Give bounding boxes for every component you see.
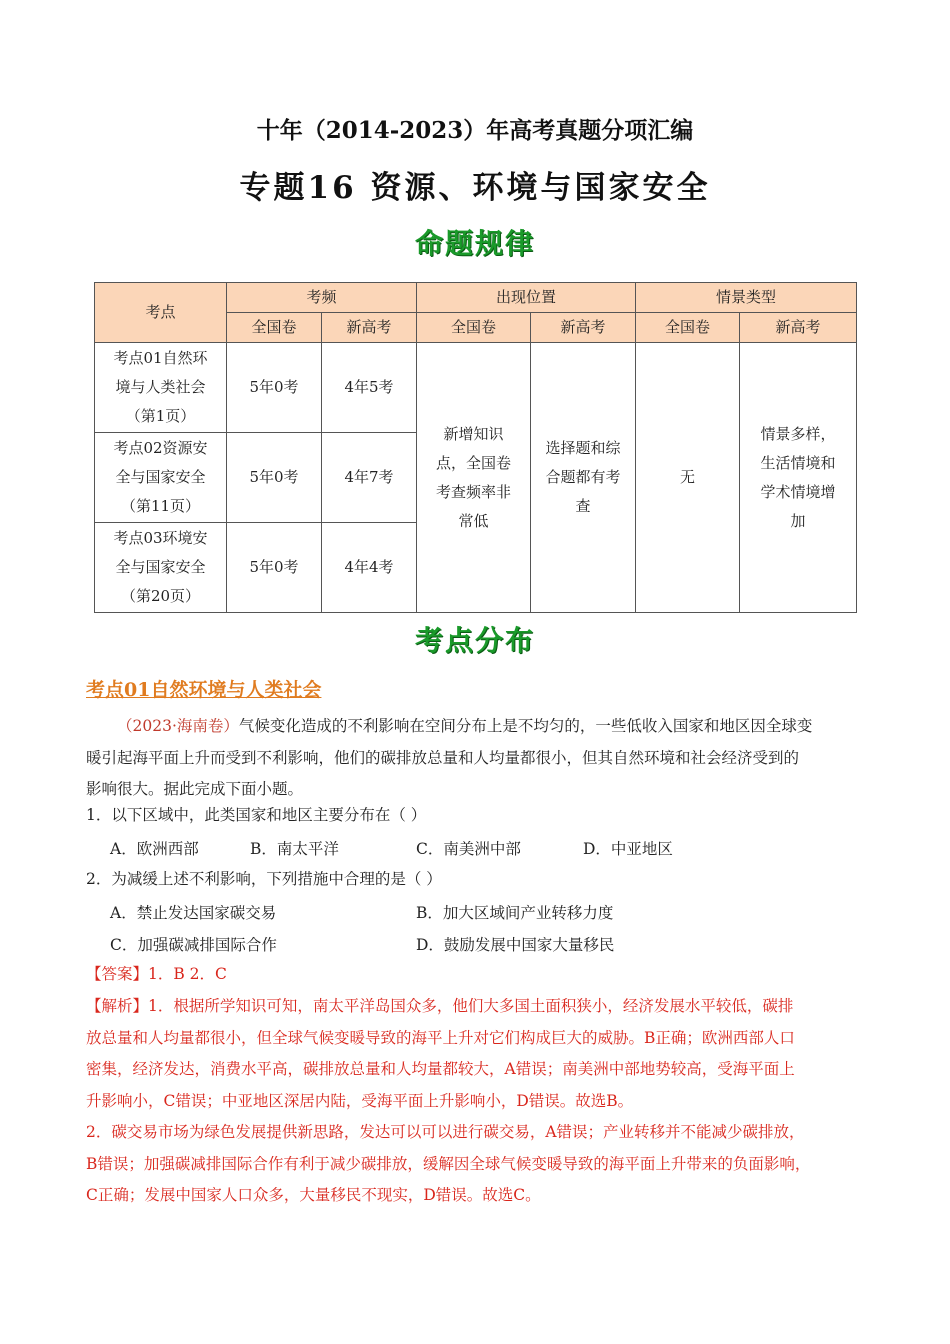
analysis-line: 升影响小，C错误；中亚地区深居内陆，受海平面上升影响小，D错误。故选B。: [86, 1091, 634, 1110]
cell-line: （第20页）: [120, 587, 201, 605]
stem-line: [86, 711, 866, 743]
summary-table: [94, 282, 857, 613]
cell-line: 选择题和综: [545, 439, 621, 457]
position-national-cell: [417, 343, 531, 613]
answer-line: 【答案】1．B 2．C: [86, 965, 227, 983]
cell-line: 考点01自然环: [113, 349, 208, 367]
analysis-line: B错误；加强碳减排国际合作有利于减少碳排放，缓解因全球气候变暖导致的海平面上升带来的负面影响，: [86, 1154, 811, 1173]
cell-line: 境与人类社会: [115, 378, 206, 396]
cell-line: 考点03环境安: [113, 529, 208, 547]
subheader-cell: 全国卷: [227, 313, 322, 343]
analysis-block: [86, 991, 866, 1212]
table-header-row: [95, 283, 857, 313]
q1-option-c: C．南美洲中部: [416, 840, 521, 858]
cell-line: 生活情境和: [760, 453, 836, 472]
cell-line: （第11页）: [120, 497, 201, 515]
cell-line: 学术情境增: [760, 482, 836, 501]
q2-option-a: A．禁止发达国家碳交易: [110, 904, 277, 922]
cell-line: 合题都有考: [545, 468, 621, 486]
subheader-cell: 新高考: [322, 313, 417, 343]
subheader-cell: 新高考: [531, 313, 636, 343]
kaodian-cell: [95, 523, 227, 613]
header-kaodian: 考点: [95, 283, 227, 343]
section-heading-distribution: 考点分布: [414, 624, 535, 657]
subheader-cell: 全国卷: [636, 313, 740, 343]
cell-line: 点，全国卷: [436, 453, 512, 472]
stem-line: 暖引起海平面上升而受到不利影响，他们的碳排放总量和人均量都很小，但其自然环境和社会经济受到的: [86, 748, 800, 767]
kaodian-cell: [95, 343, 227, 433]
subheader-cell: 全国卷: [417, 313, 531, 343]
cell-line: 查: [575, 497, 591, 515]
analysis-line: C正确；发展中国家人口众多，大量移民不现实，D错误。故选C。: [86, 1186, 541, 1204]
series-title: 十年（2014-2023）年高考真题分项汇编: [256, 117, 694, 144]
question-1: 1．以下区域中，此类国家和地区主要分布在（ ）: [86, 806, 427, 824]
freq-national-cell: 5年0考: [227, 343, 322, 433]
section-heading-pattern: 命题规律: [414, 227, 535, 260]
topic-title: 专题16 资源、环境与国家安全: [239, 170, 711, 206]
cell-line: 全与国家安全: [115, 468, 206, 486]
header-position: 出现位置: [417, 283, 636, 313]
stem-text: 气候变化造成的不利影响在空间分布上是不均匀的，一些低收入国家和地区因全球变: [238, 717, 813, 735]
cell-line: 全与国家安全: [115, 558, 206, 576]
cell-line: 情景多样，: [760, 424, 836, 443]
analysis-line: 【解析】1．根据所学知识可知，南太平洋岛国众多，他们大多国土面积狭小，经济发展水平较低，碳排: [86, 997, 794, 1015]
analysis-line: 2．碳交易市场为绿色发展提供新思路，发达可以可以进行碳交易，A错误；产业转移并不能减少碳排放，: [86, 1123, 805, 1141]
kaodian-cell: [95, 433, 227, 523]
scene-new-cell: [740, 343, 857, 613]
cell-line: （第1页）: [125, 407, 196, 425]
q1-option-b: B．南太平洋: [250, 840, 339, 858]
stem-line: 影响很大。据此完成下面小题。: [86, 780, 304, 798]
source-label: （2023·海南卷）: [117, 717, 239, 735]
q2-option-b: B．加大区域间产业转移力度: [416, 904, 614, 922]
header-scene: 情景类型: [636, 283, 857, 313]
scene-national-cell: 无: [636, 343, 740, 613]
header-kaopin: 考频: [227, 283, 417, 313]
kaodian-heading-link[interactable]: 考点01自然环境与人类社会: [86, 679, 322, 701]
q1-option-d: D．中亚地区: [583, 840, 673, 858]
subheader-cell: 新高考: [740, 313, 857, 343]
freq-new-cell: 4年4考: [322, 523, 417, 613]
freq-new-cell: 4年7考: [322, 433, 417, 523]
freq-national-cell: 5年0考: [227, 433, 322, 523]
cell-line: 考点02资源安: [113, 439, 208, 457]
freq-national-cell: 5年0考: [227, 523, 322, 613]
position-new-cell: [531, 343, 636, 613]
q2-option-d: D．鼓励发展中国家大量移民: [416, 936, 615, 954]
question-2: 2．为减缓上述不利影响，下列措施中合理的是（ ）: [86, 870, 442, 888]
analysis-line: 密集，经济发达，消费水平高，碳排放总量和人均量都较大，A错误；南美洲中部地势较高，受海平面上: [86, 1060, 795, 1078]
cell-line: 新增知识: [443, 424, 504, 443]
cell-line: 加: [790, 511, 806, 530]
q1-option-a: A．欧洲西部: [110, 840, 199, 858]
cell-line: 考查频率非: [436, 482, 512, 501]
table-row: [95, 343, 857, 433]
question-stem: [86, 711, 866, 806]
cell-line: 常低: [458, 511, 489, 530]
q2-option-c: C．加强碳减排国际合作: [110, 936, 277, 954]
analysis-line: 放总量和人均量都很小，但全球气候变暖导致的海平上升对它们构成巨大的威胁。B正确；欧洲西部人口: [86, 1028, 795, 1047]
freq-new-cell: 4年5考: [322, 343, 417, 433]
